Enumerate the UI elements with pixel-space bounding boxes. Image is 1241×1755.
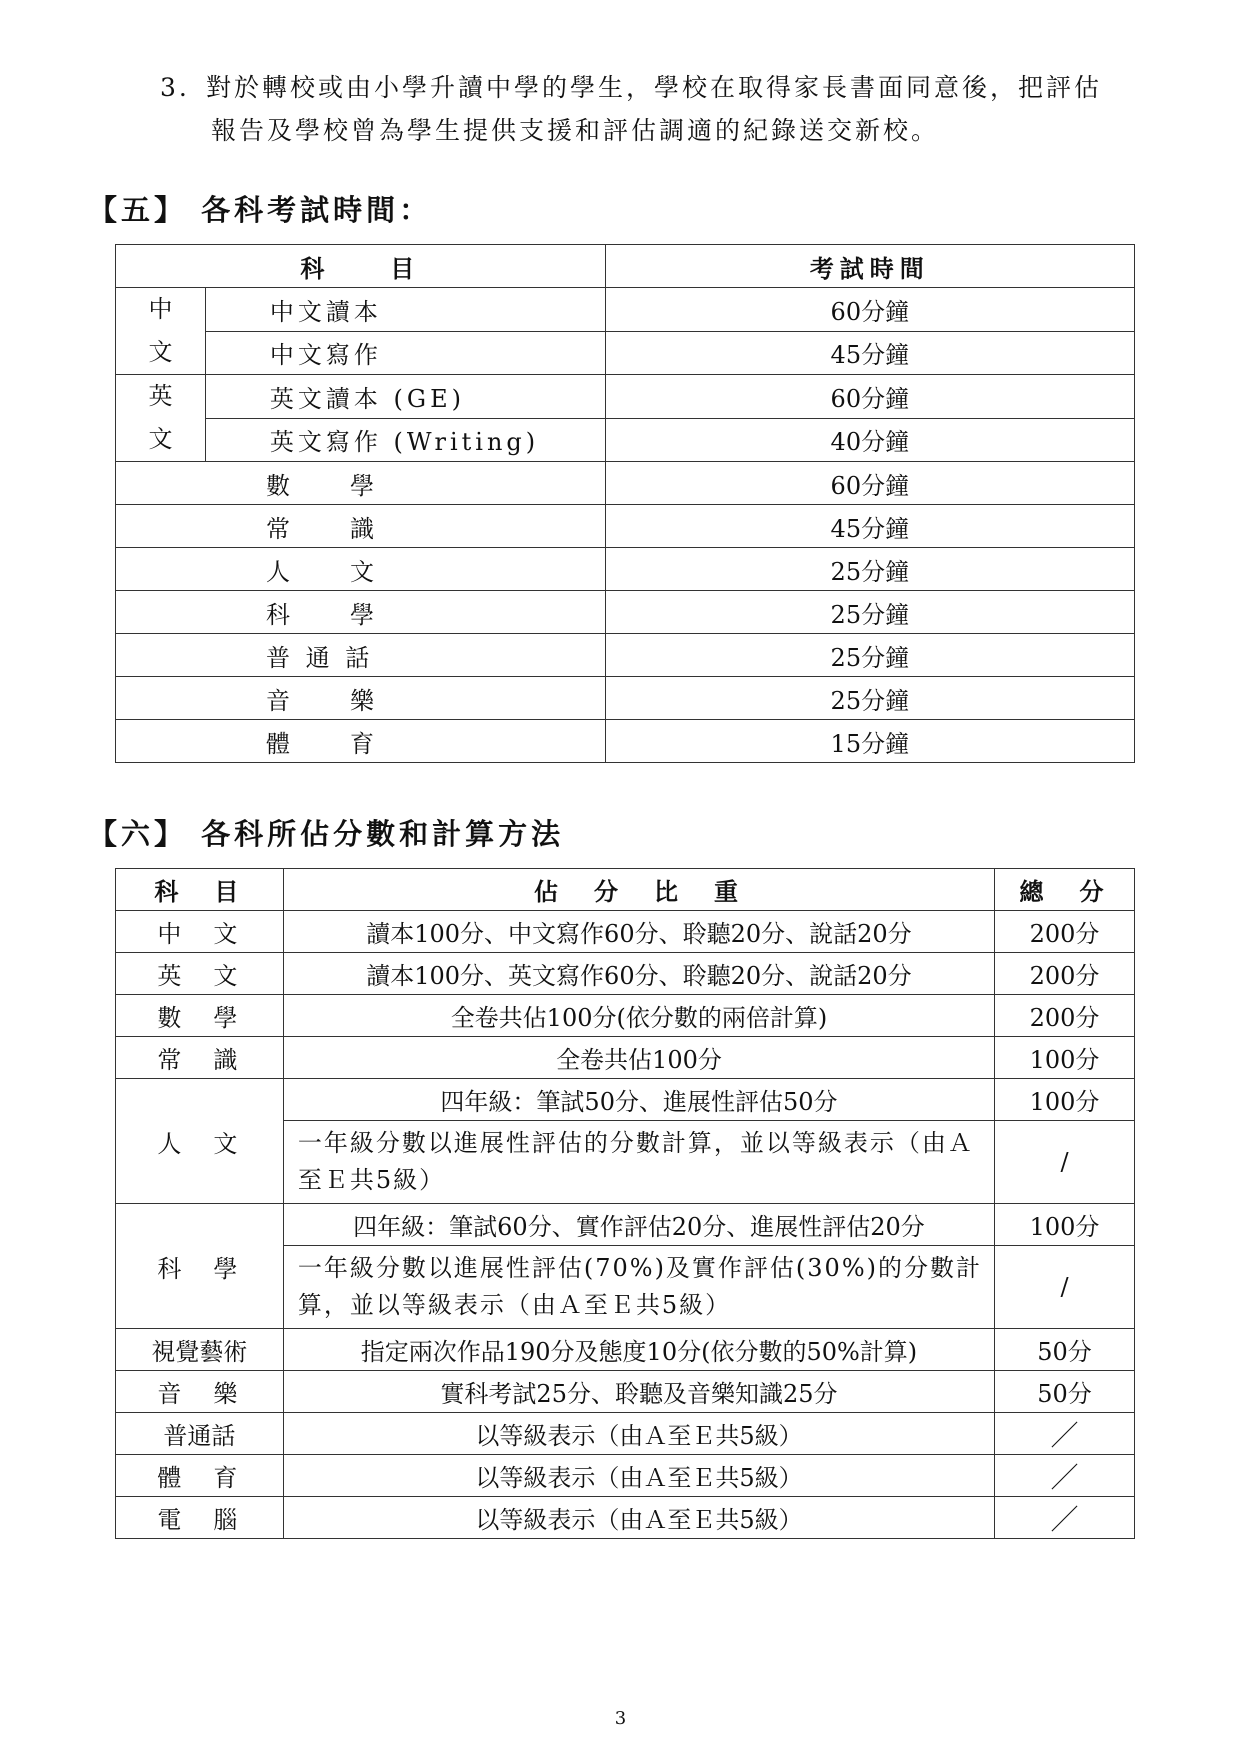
subject-name: 中 文	[116, 911, 284, 953]
table-row	[116, 288, 1135, 332]
subject-name: 英文寫作 (Writing)	[205, 418, 605, 462]
subject-name: 中文讀本	[205, 288, 605, 332]
subject-name: 視覺藝術	[116, 1329, 284, 1371]
subject-name: 科 學	[116, 1204, 284, 1329]
subject-name: 普通話	[116, 1413, 284, 1455]
exam-time: 45分鐘	[605, 331, 1134, 375]
subject-name: 科 學	[116, 591, 606, 634]
score-weight-table	[115, 868, 1135, 1539]
table-header	[116, 869, 1135, 911]
section5-title: 【五】 各科考試時間：	[88, 193, 433, 227]
section6-title: 【六】 各科所佔分數和計算方法	[88, 817, 565, 851]
weight-text: 讀本100分、中文寫作60分、聆聽20分、說話20分	[283, 911, 994, 953]
subject-name: 體 育	[116, 1455, 284, 1497]
table-row	[116, 1329, 1135, 1371]
table-row	[116, 1413, 1135, 1455]
group-label-chinese: 中 文	[116, 288, 206, 375]
total-score: 200分	[995, 953, 1135, 995]
subject-name: 人 文	[116, 1079, 284, 1204]
exam-time: 25分鐘	[605, 548, 1134, 591]
subject-name: 英 文	[116, 953, 284, 995]
table-row	[116, 548, 1135, 591]
exam-time: 40分鐘	[605, 418, 1134, 462]
weight-text: 讀本100分、英文寫作60分、聆聽20分、說話20分	[283, 953, 994, 995]
table-header	[116, 245, 1135, 288]
table-row	[116, 720, 1135, 763]
header-subject: 科 目	[116, 245, 606, 288]
subject-name: 常 識	[116, 1037, 284, 1079]
subject-name: 數 學	[116, 995, 284, 1037]
page-number: 3	[614, 1708, 627, 1729]
table-row	[116, 1037, 1135, 1079]
header-total: 總 分	[995, 869, 1135, 911]
subject-name: 英文讀本 (GE)	[205, 375, 605, 419]
weight-text: 全卷共佔100分(依分數的兩倍計算)	[283, 995, 994, 1037]
subject-name: 人 文	[116, 548, 606, 591]
header-time: 考試時間	[605, 245, 1134, 288]
table-row	[116, 953, 1135, 995]
table-row	[116, 505, 1135, 548]
total-score: 100分	[995, 1037, 1135, 1079]
exam-time-table	[115, 244, 1135, 763]
intro-line-2: 報告及學校曾為學生提供支援和評估調適的紀錄送交新校。	[211, 116, 940, 145]
exam-time: 25分鐘	[605, 591, 1134, 634]
subject-name: 中文寫作	[205, 331, 605, 375]
subject-name: 體 育	[116, 720, 606, 763]
weight-text: 四年級：筆試60分、實作評估20分、進展性評估20分	[283, 1204, 994, 1246]
table-row	[116, 677, 1135, 720]
total-score: 100分	[995, 1204, 1135, 1246]
weight-text: 以等級表示（由Ａ至Ｅ共5級）	[283, 1497, 994, 1539]
intro-line-1: 3. 對於轉校或由小學升讀中學的學生，學校在取得家長書面同意後，把評估	[160, 66, 1160, 109]
table-row	[116, 1204, 1135, 1246]
subject-name: 音 樂	[116, 1371, 284, 1413]
header-weight: 佔 分 比 重	[283, 869, 994, 911]
weight-text: 一年級分數以進展性評估的分數計算，並以等級表示（由Ａ至Ｅ共5級）	[283, 1121, 994, 1204]
table-row	[116, 634, 1135, 677]
exam-time: 60分鐘	[605, 375, 1134, 419]
subject-name: 數 學	[116, 462, 606, 505]
total-score: 50分	[995, 1329, 1135, 1371]
subject-name: 常 識	[116, 505, 606, 548]
total-score: ／	[995, 1497, 1135, 1539]
header-subject: 科 目	[116, 869, 284, 911]
total-score: /	[995, 1121, 1135, 1204]
total-score: 200分	[995, 995, 1135, 1037]
table-row	[116, 1497, 1135, 1539]
weight-text: 以等級表示（由Ａ至Ｅ共5級）	[283, 1455, 994, 1497]
total-score: /	[995, 1246, 1135, 1329]
table-row	[116, 375, 1135, 419]
exam-time: 15分鐘	[605, 720, 1134, 763]
exam-time: 45分鐘	[605, 505, 1134, 548]
subject-name: 音 樂	[116, 677, 606, 720]
table-row	[116, 995, 1135, 1037]
total-score: 100分	[995, 1079, 1135, 1121]
exam-time: 60分鐘	[605, 288, 1134, 332]
weight-text: 實科考試25分、聆聽及音樂知識25分	[283, 1371, 994, 1413]
table-row	[116, 1079, 1135, 1121]
exam-time: 60分鐘	[605, 462, 1134, 505]
weight-text: 全卷共佔100分	[283, 1037, 994, 1079]
total-score: 50分	[995, 1371, 1135, 1413]
weight-text: 以等級表示（由Ａ至Ｅ共5級）	[283, 1413, 994, 1455]
table-row	[116, 418, 1135, 462]
table-row	[116, 911, 1135, 953]
weight-text: 四年級：筆試50分、進展性評估50分	[283, 1079, 994, 1121]
weight-text: 一年級分數以進展性評估(70%)及實作評估(30%)的分數計算，並以等級表示（由Ａ至Ｅ共5級）	[283, 1246, 994, 1329]
weight-text: 指定兩次作品190分及態度10分(依分數的50%計算)	[283, 1329, 994, 1371]
table-row	[116, 462, 1135, 505]
table-row	[116, 591, 1135, 634]
table-row	[116, 331, 1135, 375]
exam-time: 25分鐘	[605, 634, 1134, 677]
total-score: ／	[995, 1413, 1135, 1455]
intro-paragraph	[160, 66, 1160, 152]
total-score: ／	[995, 1455, 1135, 1497]
table-row	[116, 1455, 1135, 1497]
table-row	[116, 1371, 1135, 1413]
group-label-english: 英 文	[116, 375, 206, 462]
exam-time: 25分鐘	[605, 677, 1134, 720]
total-score: 200分	[995, 911, 1135, 953]
subject-name: 普 通 話	[116, 634, 606, 677]
intro-number: 3.	[160, 73, 190, 102]
subject-name: 電 腦	[116, 1497, 284, 1539]
